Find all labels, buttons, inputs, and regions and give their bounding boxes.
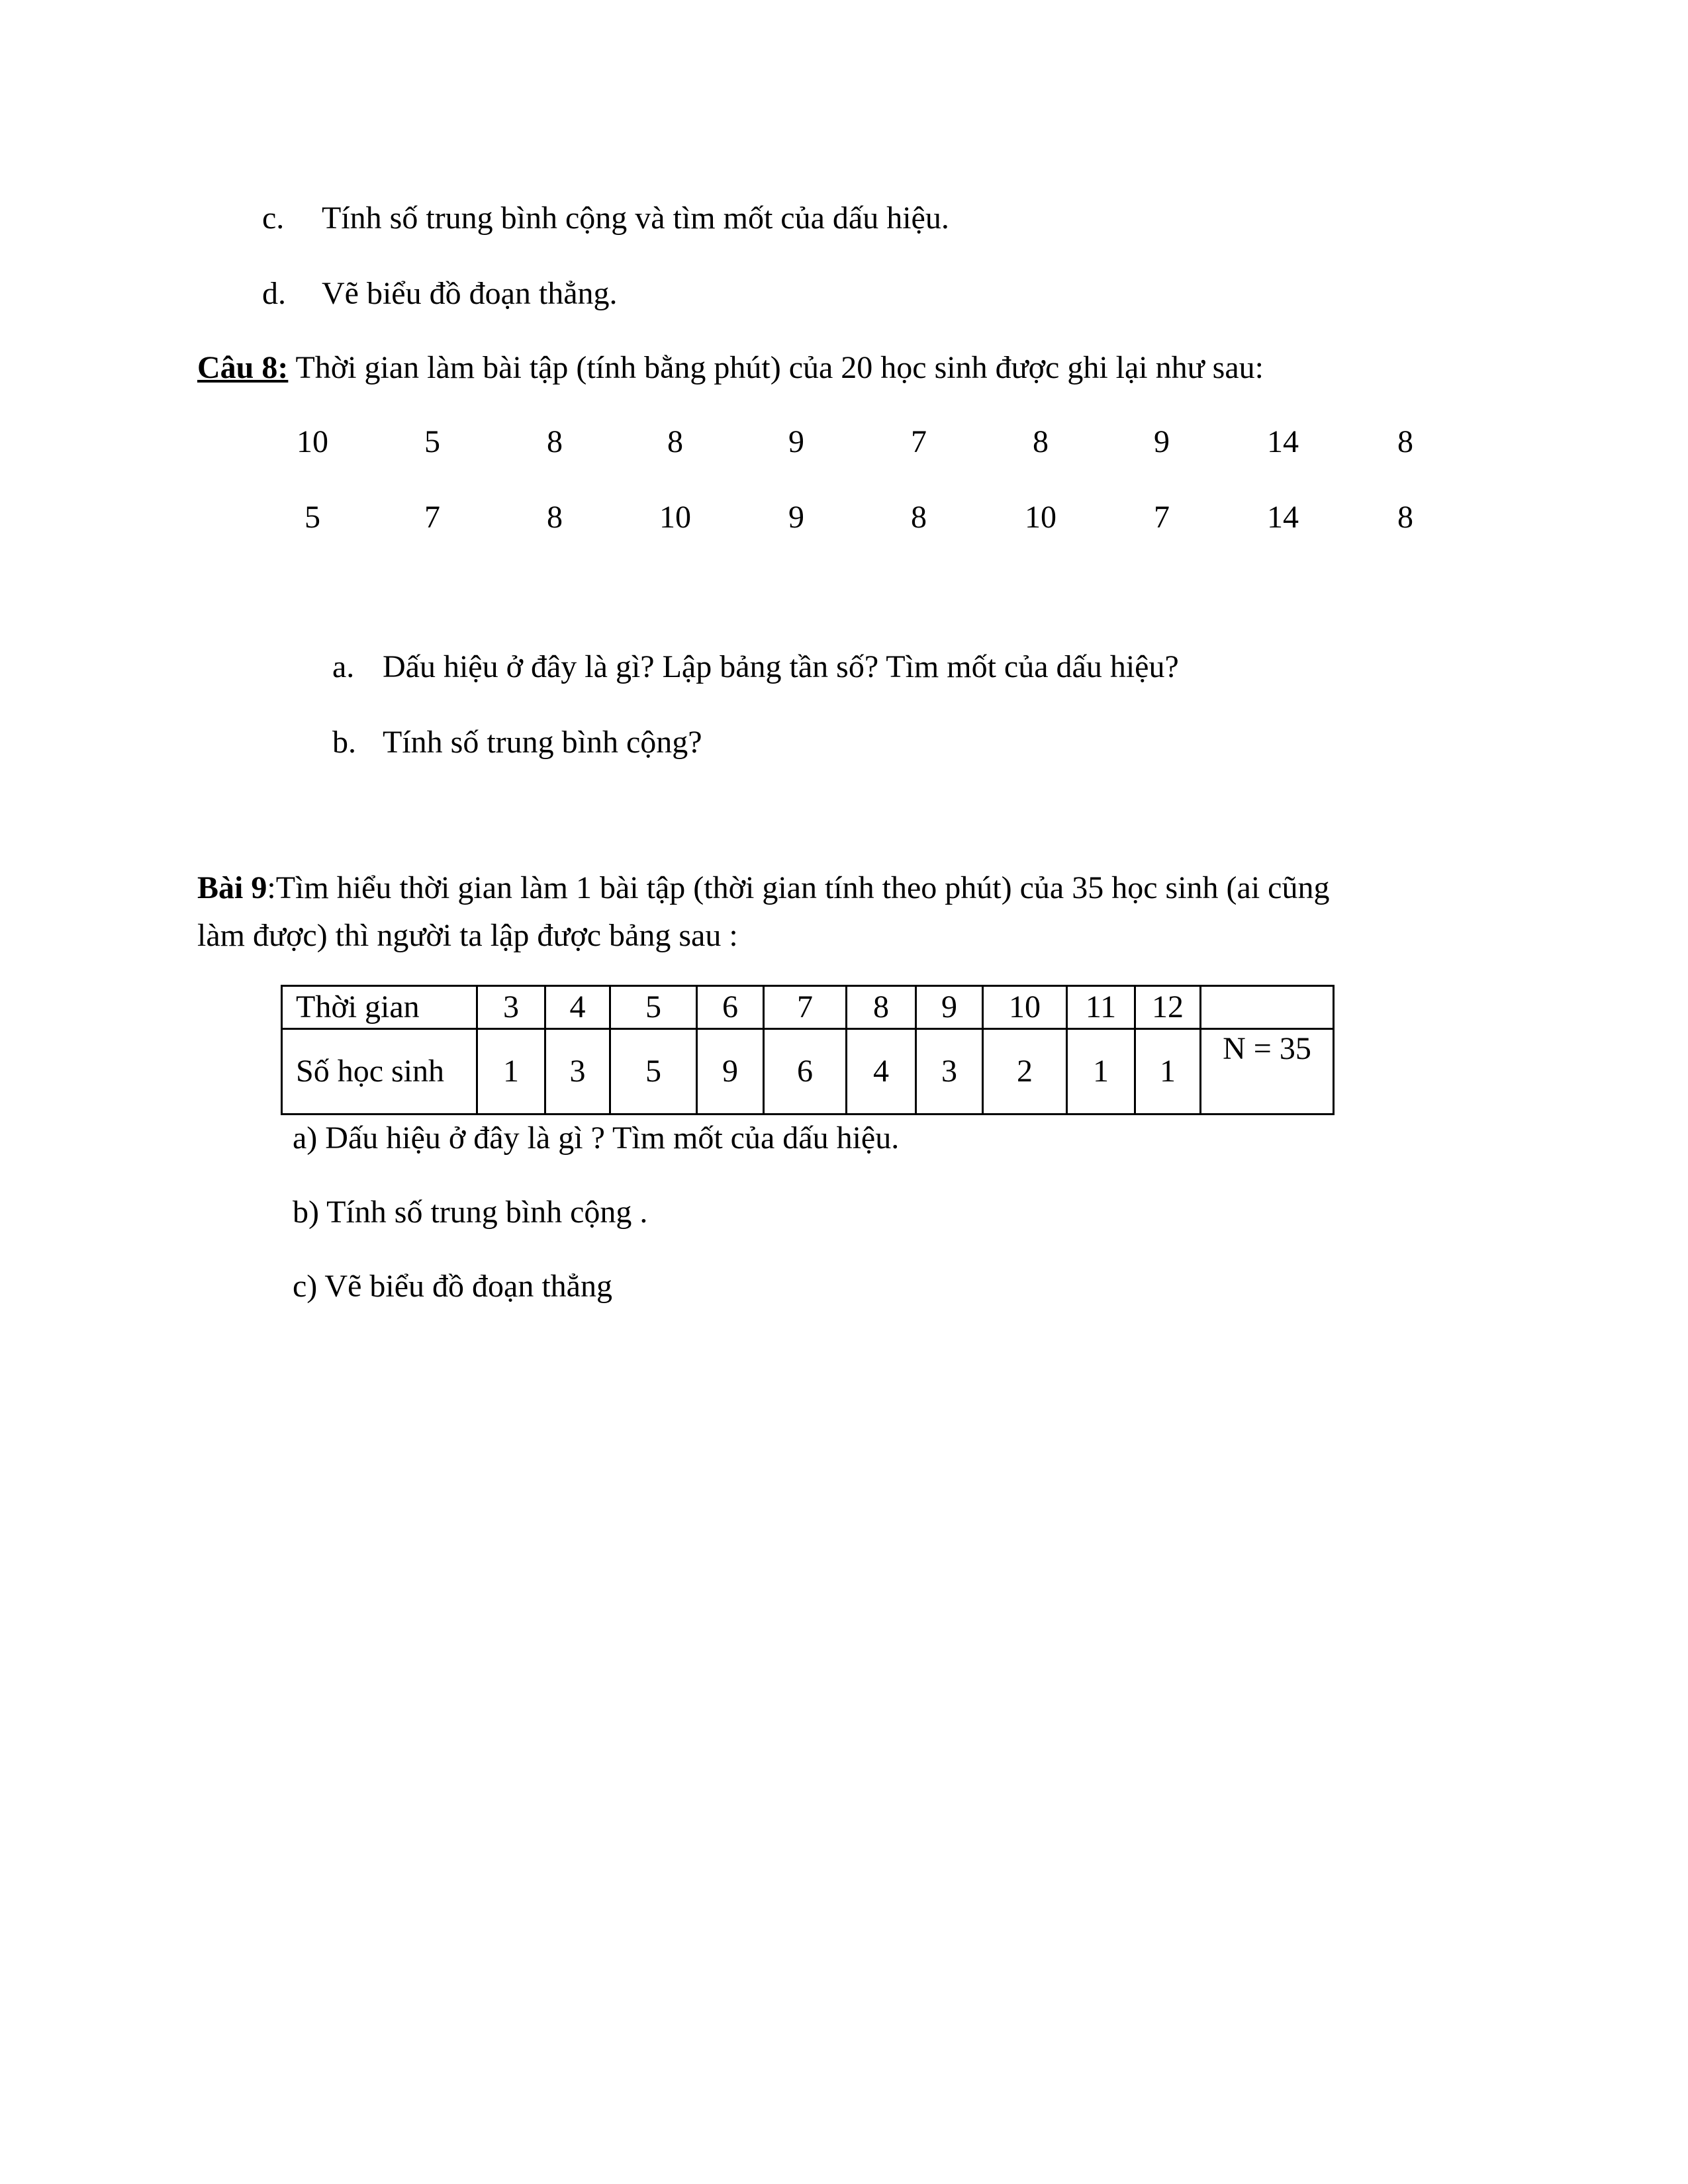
exercise-9-text-continued: làm được) thì người ta lập được bảng sau : bbox=[197, 918, 738, 953]
data-value: 8 bbox=[1397, 500, 1413, 535]
question-8-text: Thời gian làm bài tập (tính bằng phút) của 20 học sinh được ghi lại như sau: bbox=[288, 350, 1264, 385]
table-cell: 3 bbox=[477, 986, 545, 1029]
list-item-text: Tính số trung bình cộng và tìm mốt của dấu hiệu. bbox=[322, 201, 949, 236]
data-value: 7 bbox=[911, 424, 927, 459]
table-header-cell: Số học sinh bbox=[282, 1029, 477, 1115]
exercise-9-item-c: c) Vẽ biểu đồ đoạn thẳng bbox=[293, 1269, 612, 1304]
data-value: 8 bbox=[911, 500, 927, 535]
data-value: 9 bbox=[788, 500, 804, 535]
data-value: 8 bbox=[1033, 424, 1049, 459]
table-cell: 12 bbox=[1135, 986, 1201, 1029]
data-value: 8 bbox=[547, 424, 563, 459]
exercise-9-item-a: a) Dấu hiệu ở đây là gì ? Tìm mốt của dấu hiệu. bbox=[293, 1120, 900, 1156]
list-marker: b. bbox=[332, 725, 356, 760]
data-value: 10 bbox=[297, 424, 328, 459]
question-8-item-b bbox=[332, 727, 702, 758]
list-item-d bbox=[262, 278, 618, 310]
table-cell: 3 bbox=[545, 1029, 610, 1115]
table-row bbox=[282, 986, 1334, 1029]
data-value: 8 bbox=[547, 500, 563, 535]
list-item-c bbox=[262, 203, 949, 234]
table-cell: 1 bbox=[1135, 1029, 1201, 1115]
table-cell: 11 bbox=[1067, 986, 1135, 1029]
list-marker: c. bbox=[262, 201, 285, 236]
exercise-9-label: Bài 9 bbox=[197, 870, 267, 905]
table-cell: 5 bbox=[610, 986, 697, 1029]
list-item-text: Dấu hiệu ở đây là gì? Lập bảng tần số? Tìm mốt của dấu hiệu? bbox=[383, 649, 1179, 684]
data-value: 9 bbox=[1154, 424, 1170, 459]
data-value: 5 bbox=[305, 500, 320, 535]
frequency-table bbox=[281, 985, 1335, 1115]
table-total-cell: N = 35 bbox=[1201, 1029, 1334, 1115]
table-row bbox=[282, 1029, 1334, 1115]
data-value: 7 bbox=[424, 500, 440, 535]
table-header-cell: Thời gian bbox=[282, 986, 477, 1029]
data-value: 9 bbox=[788, 424, 804, 459]
list-item-text: Vẽ biểu đồ đoạn thẳng. bbox=[322, 276, 618, 311]
table-cell: 9 bbox=[697, 1029, 764, 1115]
table-cell: 1 bbox=[477, 1029, 545, 1115]
table-cell: 9 bbox=[916, 986, 983, 1029]
data-value: 5 bbox=[424, 424, 440, 459]
table-cell: 6 bbox=[764, 1029, 847, 1115]
table-cell: 4 bbox=[545, 986, 610, 1029]
table-cell: 8 bbox=[847, 986, 916, 1029]
table-cell: 1 bbox=[1067, 1029, 1135, 1115]
table-cell: 7 bbox=[764, 986, 847, 1029]
exercise-9-text: :Tìm hiểu thời gian làm 1 bài tập (thời gian tính theo phút) của 35 học sinh (ai cũng bbox=[267, 870, 1330, 905]
data-value: 10 bbox=[1025, 500, 1056, 535]
question-8-label: Câu 8: bbox=[197, 350, 289, 385]
table-cell: 6 bbox=[697, 986, 764, 1029]
table-cell-empty bbox=[1201, 986, 1334, 1029]
data-value: 10 bbox=[659, 500, 691, 535]
table-cell: 4 bbox=[847, 1029, 916, 1115]
table-cell: 10 bbox=[983, 986, 1067, 1029]
data-value: 8 bbox=[1397, 424, 1413, 459]
list-marker: a. bbox=[332, 649, 355, 684]
exercise-9-heading bbox=[197, 872, 1329, 904]
data-value: 7 bbox=[1154, 500, 1170, 535]
data-value: 14 bbox=[1267, 424, 1299, 459]
question-8-item-a bbox=[332, 651, 1179, 683]
question-8-heading bbox=[197, 352, 1264, 384]
list-item-text: Tính số trung bình cộng? bbox=[383, 725, 702, 760]
table-cell: 3 bbox=[916, 1029, 983, 1115]
table-cell: 2 bbox=[983, 1029, 1067, 1115]
exercise-9-item-b: b) Tính số trung bình cộng . bbox=[293, 1195, 648, 1230]
table-cell: 5 bbox=[610, 1029, 697, 1115]
data-value: 8 bbox=[667, 424, 683, 459]
data-value: 14 bbox=[1267, 500, 1299, 535]
list-marker: d. bbox=[262, 276, 286, 311]
